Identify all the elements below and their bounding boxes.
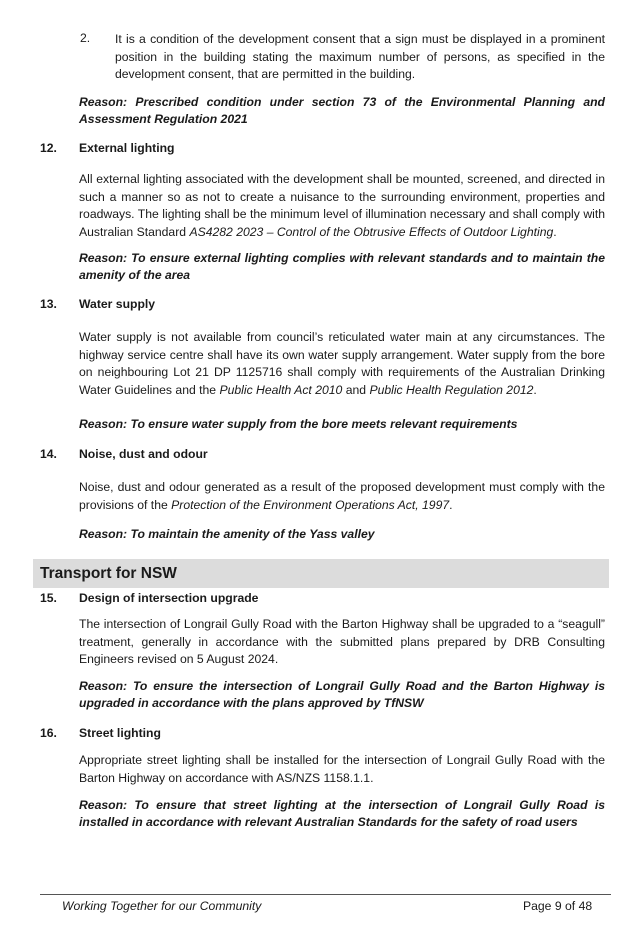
condition-number: 16. bbox=[40, 726, 57, 740]
condition-body: The intersection of Longrail Gully Road with the Barton Highway shall be upgraded to a “seagull” treatment, generally in accordance with the submitted plans prepared by DRB Consulting Engineers revised on 5 August 2024. bbox=[79, 617, 605, 666]
condition-number: 14. bbox=[40, 447, 57, 461]
standard-title: AS4282 2023 – Control of the Obtrusive Effects of Outdoor Lighting bbox=[189, 224, 554, 239]
condition-number: 12. bbox=[40, 141, 57, 155]
condition-body bbox=[79, 479, 605, 514]
act-title: Protection of the Environment Operations Act, 1997 bbox=[171, 497, 450, 512]
condition-heading: Design of intersection upgrade bbox=[79, 591, 259, 605]
condition-heading: Street lighting bbox=[79, 726, 161, 740]
condition-body bbox=[79, 329, 605, 399]
body-text: . bbox=[553, 224, 557, 239]
body-text: and bbox=[342, 382, 370, 397]
footer-rule bbox=[40, 894, 611, 895]
condition-number: 13. bbox=[40, 297, 57, 311]
section-header bbox=[33, 559, 609, 588]
condition-number: 15. bbox=[40, 591, 57, 605]
condition-heading: External lighting bbox=[79, 141, 175, 155]
reason-text: Reason: To ensure external lighting complies with relevant standards and to maintain the amenity of the area bbox=[79, 251, 605, 282]
condition-heading: Noise, dust and odour bbox=[79, 447, 208, 461]
reason-text: Reason: To ensure the intersection of Longrail Gully Road and the Barton Highway is upgraded in accordance with the plans approved by TfNSW bbox=[79, 679, 605, 710]
item-text: It is a condition of the development consent that a sign must be displayed in a prominent position in the building stating the maximum number of persons, as specified in the development consent, that are permitted in the building. bbox=[115, 32, 605, 81]
reason-text: Reason: Prescribed condition under section 73 of the Environmental Planning and Assessment Regulation 2021 bbox=[79, 95, 605, 126]
act-title: Public Health Act 2010 bbox=[219, 382, 343, 397]
condition-body: Appropriate street lighting shall be installed for the intersection of Longrail Gully Road with the Barton Highway on accordance with AS/NZS 1158.1.1. bbox=[79, 753, 605, 785]
reason-text: Reason: To maintain the amenity of the Yass valley bbox=[79, 527, 375, 541]
body-text: Water supply is not available from council’s reticulated water main at any circumstances. The highway service centre shall have its own water supply arrangement. Water supply from the bore on neighbouring Lot 21 DP 1125716 shall comply with requirements of the Australian Drinking Water Guidelines and the bbox=[79, 330, 605, 397]
page-number: Page 9 of 48 bbox=[523, 899, 593, 913]
body-text: . bbox=[449, 497, 453, 512]
footer-tagline: Working Together for our Community bbox=[62, 899, 262, 913]
condition-heading: Water supply bbox=[79, 297, 156, 311]
body-text: Noise, dust and odour generated as a result of the proposed development must comply with the provisions of the bbox=[79, 480, 605, 512]
body-text: . bbox=[533, 382, 537, 397]
item-number: 2. bbox=[80, 31, 91, 45]
regulation-title: Public Health Regulation 2012 bbox=[369, 382, 534, 397]
section-title: Transport for NSW bbox=[40, 565, 177, 582]
reason-text: Reason: To ensure that street lighting at the intersection of Longrail Gully Road is installed in accordance with relevant Australian Standards for the safety of road users bbox=[79, 798, 605, 829]
condition-body bbox=[79, 171, 605, 241]
body-text: All external lighting associated with the development shall be mounted, screened, and directed in such a manner so as not to create a nuisance to the surrounding environment, properties and roadways. The lighting shall be the minimum level of illumination necessary and shall comply with Australian Standard bbox=[79, 172, 605, 239]
reason-text: Reason: To ensure water supply from the bore meets relevant requirements bbox=[79, 417, 518, 431]
